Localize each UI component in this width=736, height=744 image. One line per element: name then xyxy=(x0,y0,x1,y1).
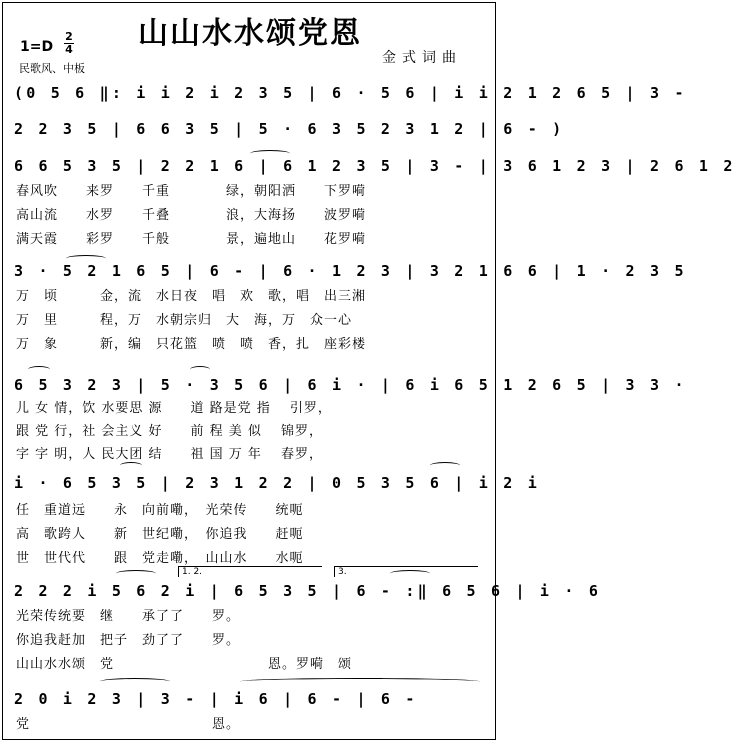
time-bottom: 4 xyxy=(65,43,73,56)
slur-arc xyxy=(390,570,430,577)
notation-line-6: i · 6 5 3 5 | 2 3 1 2 2 | 0 5 3 5 6 | i 2 i xyxy=(14,474,540,492)
author-credit: 金式词曲 xyxy=(382,50,462,66)
lyric-3-verse-2: 跟 党 行，社 会主义 好 前 程 美 似 锦罗， xyxy=(16,424,324,439)
notation-line-7: 2 2 2 i 5 6 2 i | 6 5 3 5 | 6 - :‖ 6 5 6 | i · 6 xyxy=(14,582,602,600)
notation-line-1: (0 5 6 ‖: i i 2 i 2 3 5 | 6 · 5 6 | i i 2 1 2 6 5 | 3 - xyxy=(14,84,687,102)
lyric-1-verse-3: 满天霞 彩罗 千般 景，遍地山 花罗嗬 xyxy=(16,232,367,247)
lyric-3-verse-3: 字 字 明，人 民大团 结 祖 国 万 年 春罗， xyxy=(16,447,324,462)
slur-arc xyxy=(100,678,170,685)
time-top: 2 xyxy=(65,30,73,43)
lyric-4-verse-1: 任 重道远 永 向前嘞， 光荣传 统呃 xyxy=(16,503,304,518)
lyric-6-verse-1: 党 恩。 xyxy=(16,717,241,732)
slur-arc xyxy=(430,462,460,469)
slur-arc xyxy=(28,366,50,373)
key-signature: 1=D xyxy=(20,39,54,55)
slur-arc xyxy=(66,255,106,262)
lyric-4-verse-3: 世 世代代 跟 党走嘞， 山山水 水呃 xyxy=(16,551,304,566)
slur-arc xyxy=(116,570,156,577)
tie-arc xyxy=(240,678,480,685)
notation-line-3: 6 6 5 3 5 | 2 2 1 6 | 6 1 2 3 5 | 3 - | 3 6 1 2 3 | 2 6 1 2 xyxy=(14,157,736,175)
lyric-4-verse-2: 高 歌跨人 新 世纪嘞， 你追我 赶呃 xyxy=(16,527,304,542)
notation-line-2: 2 2 3 5 | 6 6 3 5 | 5 · 6 3 5 2 3 1 2 | 6 - ) xyxy=(14,120,565,138)
lyric-1-verse-1: 春风吹 来罗 千重 绿，朝阳洒 下罗嗬 xyxy=(16,184,367,199)
slur-arc xyxy=(250,150,290,157)
time-signature xyxy=(64,31,74,56)
lyric-2-verse-2: 万 里 程，万 水朝宗归 大 海，万 众一心 xyxy=(16,313,353,328)
lyric-5-verse-3: 山山水水颂 党 恩。罗嗬 颂 xyxy=(16,657,353,672)
lyric-5-verse-2: 你追我赶加 把子 劲了了 罗。 xyxy=(16,633,241,648)
lyric-1-verse-2: 高山流 水罗 千叠 浪，大海扬 波罗嗬 xyxy=(16,208,367,223)
lyric-3-verse-1: 儿 女 情，饮 水要思 源 道 路是党 指 引罗， xyxy=(16,401,332,416)
slur-arc xyxy=(120,462,142,469)
lyric-2-verse-1: 万 顷 金，流 水日夜 唱 欢 歌，唱 出三湘 xyxy=(16,289,367,304)
lyric-2-verse-3: 万 象 新，编 只花篮 喷 喷 香，扎 座彩楼 xyxy=(16,337,367,352)
lyric-5-verse-1: 光荣传统要 继 承了了 罗。 xyxy=(16,609,241,624)
notation-line-5: 6 5 3 2 3 | 5 · 3 5 6 | 6 i · | 6 i 6 5 1 2 6 5 | 3 3 · xyxy=(14,376,687,394)
second-ending-bracket: 3. xyxy=(334,566,478,577)
notation-line-4: 3 · 5 2 1 6 5 | 6 - | 6 · 1 2 3 | 3 2 1 6 6 | 1 · 2 3 5 xyxy=(14,262,687,280)
notation-line-8: 2 0 i 2 3 | 3 - | i 6 | 6 - | 6 - xyxy=(14,690,418,708)
song-title: 山山水水颂党恩 xyxy=(138,16,362,51)
slur-arc xyxy=(190,366,210,373)
first-ending-bracket: 1. 2. xyxy=(178,566,322,577)
tempo-marking: 民歌风、中板 xyxy=(19,62,85,75)
